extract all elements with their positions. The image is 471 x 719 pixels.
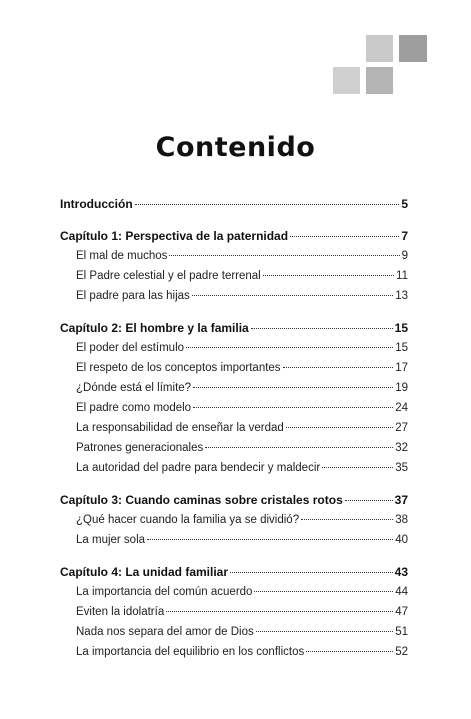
chapter-page: 43 bbox=[394, 565, 408, 579]
entry-label: El respeto de los conceptos importantes bbox=[76, 362, 281, 374]
chapter-label: Capítulo 2: El hombre y la familia bbox=[60, 321, 249, 335]
dot-leader bbox=[166, 611, 393, 612]
dot-leader bbox=[205, 447, 393, 448]
dot-leader bbox=[251, 328, 393, 329]
dot-leader bbox=[169, 255, 399, 256]
toc-chapter[interactable] bbox=[60, 226, 408, 246]
entry-page: 24 bbox=[395, 402, 408, 414]
toc-entry[interactable] bbox=[60, 582, 408, 602]
dot-leader bbox=[306, 651, 393, 652]
entry-page: 51 bbox=[395, 626, 408, 638]
toc-entry[interactable] bbox=[60, 418, 408, 438]
entry-label: Patrones generacionales bbox=[76, 442, 204, 454]
entry-label: El padre como modelo bbox=[76, 402, 192, 414]
entry-label: ¿Dónde está el límite? bbox=[76, 382, 192, 394]
dot-leader bbox=[186, 347, 393, 348]
dot-leader bbox=[192, 295, 393, 296]
dot-leader bbox=[301, 519, 393, 520]
toc-entry[interactable] bbox=[60, 602, 408, 622]
entry-page: 19 bbox=[395, 382, 408, 394]
entry-page: 11 bbox=[396, 270, 408, 282]
toc-entry[interactable] bbox=[60, 338, 408, 358]
chapter-label: Capítulo 3: Cuando caminas sobre cristales rotos bbox=[60, 493, 343, 507]
chapter-page: 37 bbox=[394, 493, 408, 507]
chapter-label: Capítulo 1: Perspectiva de la paternidad bbox=[60, 229, 289, 243]
toc-entry[interactable] bbox=[60, 642, 408, 662]
entry-page: 27 bbox=[395, 422, 408, 434]
entry-label: La importancia del común acuerdo bbox=[76, 586, 253, 598]
toc-entry[interactable] bbox=[60, 286, 408, 306]
page-title: Contenido bbox=[155, 132, 316, 163]
entry-label: ¿Qué hacer cuando la familia ya se dividió? bbox=[76, 514, 300, 526]
decorative-square bbox=[399, 35, 427, 62]
toc-entry[interactable] bbox=[60, 530, 408, 550]
entry-page: 17 bbox=[395, 362, 408, 374]
entry-page: 38 bbox=[395, 514, 408, 526]
entry-label: El Padre celestial y el padre terrenal bbox=[76, 270, 261, 282]
toc-entry[interactable] bbox=[60, 378, 408, 398]
entry-page: 40 bbox=[395, 534, 408, 546]
dot-leader bbox=[263, 275, 394, 276]
chapter-label: Capítulo 4: La unidad familiar bbox=[60, 565, 229, 579]
dot-leader bbox=[345, 500, 393, 501]
toc-chapter[interactable] bbox=[60, 562, 408, 582]
entry-label: El padre para las hijas bbox=[76, 290, 190, 302]
entry-label: La autoridad del padre para bendecir y maldecir bbox=[76, 462, 321, 474]
toc-entry[interactable] bbox=[60, 398, 408, 418]
toc-entry[interactable] bbox=[60, 246, 408, 266]
dot-leader bbox=[193, 387, 393, 388]
table-of-contents bbox=[60, 194, 408, 662]
dot-leader bbox=[230, 572, 393, 573]
entry-label: La responsabilidad de enseñar la verdad bbox=[76, 422, 284, 434]
chapter-page: 7 bbox=[401, 229, 408, 243]
entry-page: 52 bbox=[395, 646, 408, 658]
toc-entry[interactable] bbox=[60, 438, 408, 458]
toc-intro-label: Introducción bbox=[60, 197, 133, 211]
toc-chapter[interactable] bbox=[60, 318, 408, 338]
decorative-square bbox=[366, 67, 393, 94]
entry-page: 32 bbox=[395, 442, 408, 454]
entry-page: 15 bbox=[395, 342, 408, 354]
toc-intro-page: 5 bbox=[401, 197, 408, 211]
entry-page: 9 bbox=[401, 250, 408, 262]
entry-label: Eviten la idolatría bbox=[76, 606, 165, 618]
dot-leader bbox=[135, 204, 400, 205]
toc-intro[interactable] bbox=[60, 194, 408, 214]
entry-page: 47 bbox=[395, 606, 408, 618]
toc-entry[interactable] bbox=[60, 510, 408, 530]
dot-leader bbox=[283, 367, 394, 368]
entry-label: El mal de muchos bbox=[76, 250, 168, 262]
decorative-square bbox=[366, 35, 393, 62]
dot-leader bbox=[193, 407, 393, 408]
dot-leader bbox=[254, 591, 393, 592]
decorative-square bbox=[333, 67, 360, 94]
toc-entry[interactable] bbox=[60, 622, 408, 642]
toc-entry[interactable] bbox=[60, 266, 408, 286]
entry-page: 13 bbox=[395, 290, 408, 302]
chapter-page: 15 bbox=[394, 321, 408, 335]
dot-leader bbox=[322, 467, 393, 468]
entry-page: 35 bbox=[395, 462, 408, 474]
entry-label: El poder del estímulo bbox=[76, 342, 185, 354]
entry-page: 44 bbox=[395, 586, 408, 598]
dot-leader bbox=[286, 427, 393, 428]
entry-label: La importancia del equilibrio en los conflictos bbox=[76, 646, 305, 658]
dot-leader bbox=[256, 631, 393, 632]
dot-leader bbox=[147, 539, 393, 540]
entry-label: Nada nos separa del amor de Dios bbox=[76, 626, 254, 638]
toc-chapter[interactable] bbox=[60, 490, 408, 510]
toc-entry[interactable] bbox=[60, 358, 408, 378]
entry-label: La mujer sola bbox=[76, 534, 146, 546]
toc-entry[interactable] bbox=[60, 458, 408, 478]
dot-leader bbox=[290, 236, 399, 237]
